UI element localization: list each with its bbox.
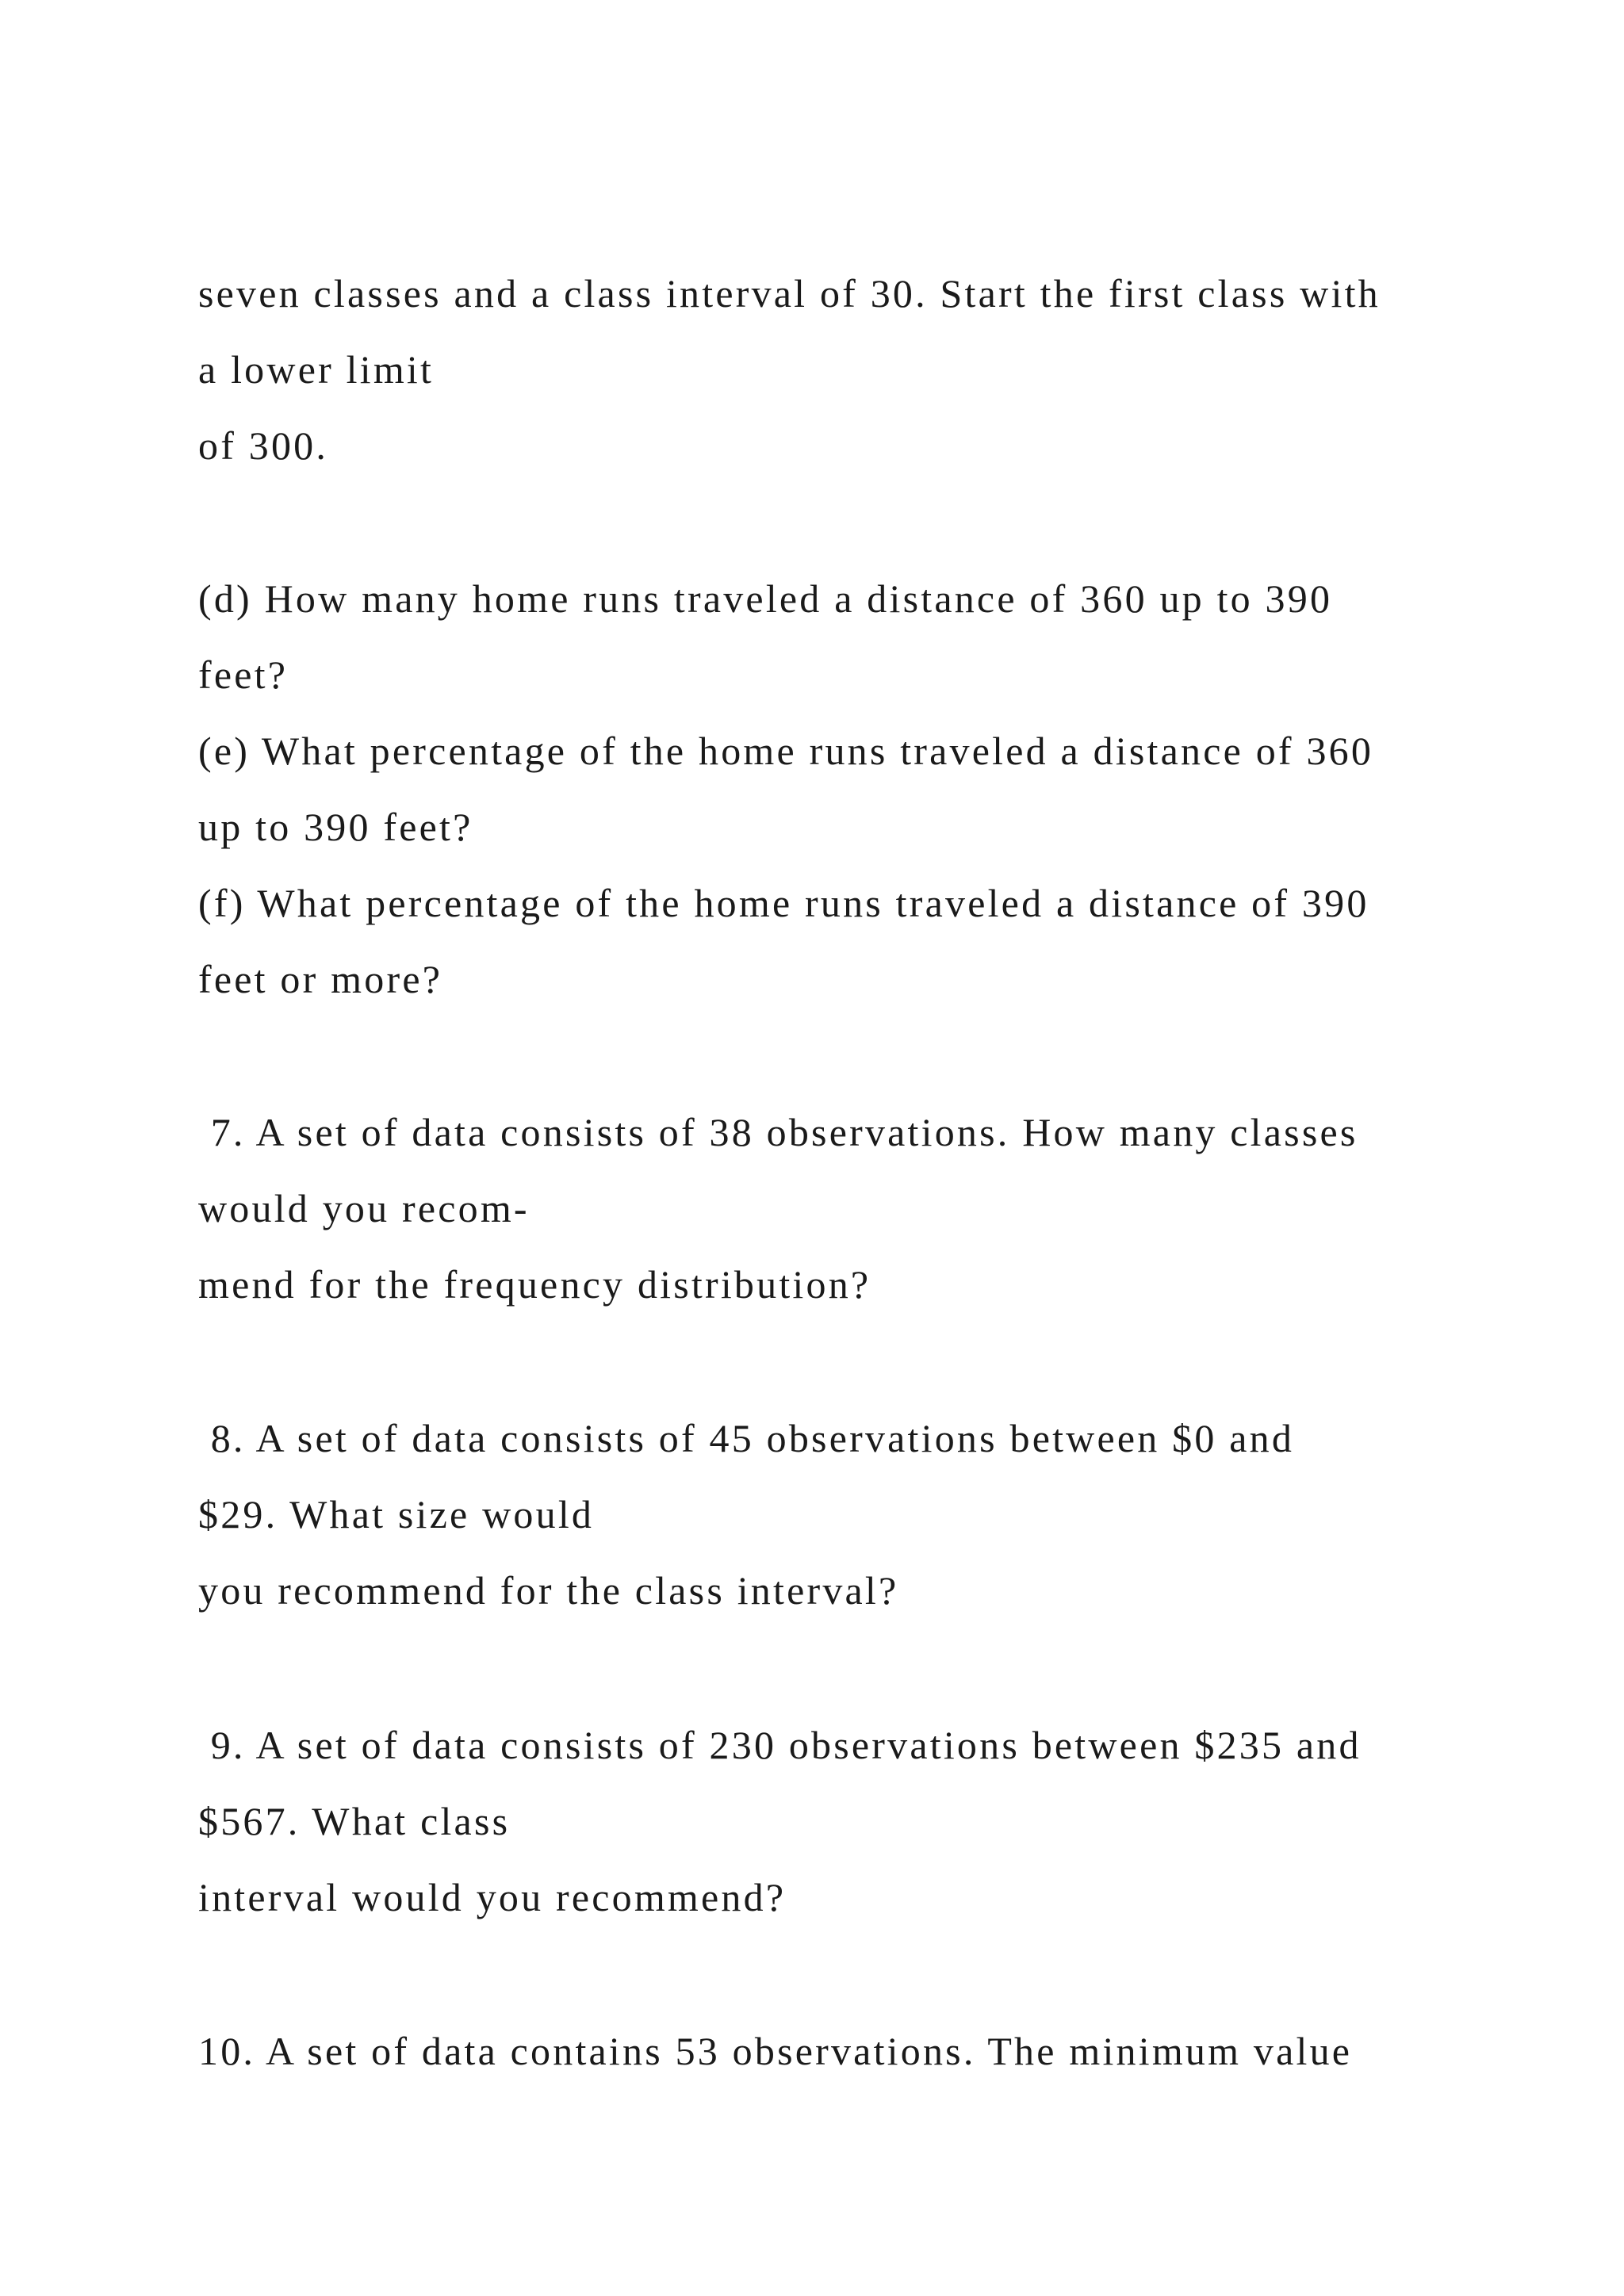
- question-8-line: 8. A set of data consists of 45 observations between $0 and: [198, 1416, 1295, 1460]
- text-line: mend for the frequency distribution?: [198, 1262, 871, 1307]
- text-line: would you recom-: [198, 1186, 530, 1230]
- question-9-line: 9. A set of data consists of 230 observations between $235 and: [198, 1723, 1362, 1767]
- text-line: feet or more?: [198, 957, 443, 1001]
- question-e-line: (e) What percentage of the home runs traveled a distance of 360: [198, 729, 1374, 773]
- text-line: seven classes and a class interval of 30. Start the first class with: [198, 271, 1381, 316]
- text-line: feet?: [198, 652, 289, 697]
- text-line: $567. What class: [198, 1799, 511, 1843]
- question-f-line: (f) What percentage of the home runs traveled a distance of 390: [198, 881, 1369, 925]
- text-line: a lower limit: [198, 347, 435, 392]
- text-line: $29. What size would: [198, 1492, 595, 1536]
- question-7-line: 7. A set of data consists of 38 observations. How many classes: [198, 1110, 1358, 1154]
- question-d-line: (d) How many home runs traveled a distance of 360 up to 390: [198, 576, 1333, 621]
- question-10-line: 10. A set of data contains 53 observations. The minimum value: [198, 2029, 1353, 2073]
- text-line: interval would you recommend?: [198, 1875, 787, 1919]
- text-line: of 300.: [198, 423, 329, 468]
- text-line: you recommend for the class interval?: [198, 1568, 899, 1613]
- text-line: up to 390 feet?: [198, 805, 473, 849]
